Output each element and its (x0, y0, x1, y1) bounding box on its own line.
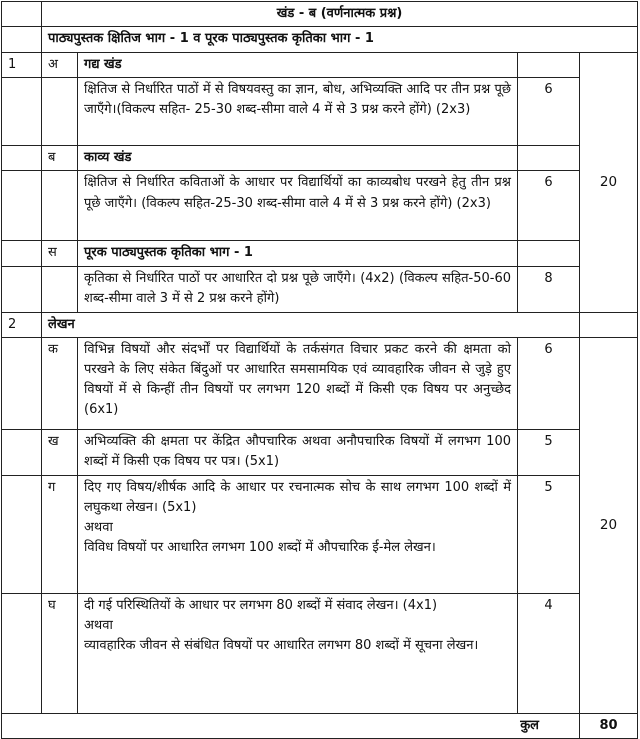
total-value: 80 (580, 713, 638, 738)
question-text: क्षितिज से निर्धारित कविताओं के आधार पर विद्यार्थियों का काव्यबोध परखने हेतु तीन प्रश्न पूछे जाएँगे। (विकल्प सहित-25-30 शब्द-सीमा वाले 4 में से 3 प्रश्न करने होंगे) (2x3) (78, 171, 518, 241)
part-heading: गद्य खंड (78, 53, 518, 78)
question-text: क्षितिज से निर्धारित पाठों में से विषयवस्तु का ज्ञान, बोध, अभिव्यक्ति आदि पर तीन प्रश्न पूछे जाएँगे।(विकल्प सहित- 25-30 शब्द-सीमा वाले 4 में से 3 प्रश्न करने होंगे) (2x3) (78, 78, 518, 146)
question-text: दी गई परिस्थितियों के आधार पर लगभग 80 शब्दों में संवाद लेखन। (4x1) (84, 597, 438, 613)
part-heading: पूरक पाठ्यपुस्तक कृतिका भाग - 1 (78, 241, 518, 266)
part-letter: ब (42, 146, 78, 171)
section-title: खंड - ब (वर्णनात्मक प्रश्न) (42, 2, 638, 27)
part-letter: क (42, 337, 78, 429)
section-subtitle: पाठ्यपुस्तक क्षितिज भाग - 1 व पूरक पाठ्यपुस्तक कृतिका भाग - 1 (42, 27, 638, 53)
question-text: अभिव्यक्ति की क्षमता पर केंद्रित औपचारिक अथवा अनौपचारिक विषयों में लगभग 100 शब्दों में किसी एक विषय पर पत्र। (5x1) (78, 429, 518, 475)
question-paper-table (1, 1, 638, 739)
total-label: कुल (2, 713, 580, 738)
marks-value: 8 (518, 266, 580, 312)
marks-value: 6 (518, 171, 580, 241)
question-text: विभिन्न विषयों और संदर्भों पर विद्यार्थियों के तर्कसंगत विचार प्रकट करने की क्षमता को परखने के लिए संकेत बिंदुओं पर आधारित समसामयिक एवं व्यावहारिक जीवन से जुड़े हुए विषयों में से किन्हीं तीन विषयों पर लगभग 120 शब्दों में किसी एक विषय पर अनुच्छेद (6x1) (78, 337, 518, 429)
marks-value: 6 (518, 78, 580, 146)
marks-value: 4 (518, 593, 580, 713)
section-heading: लेखन (42, 312, 580, 337)
question-text: दिए गए विषय/शीर्षक आदि के आधार पर रचनात्मक सोच के साथ लगभग 100 शब्दों में लघुकथा लेखन। (5x1) (84, 479, 511, 515)
alternative-text: विविध विषयों पर आधारित लगभग 100 शब्दों में औपचारिक ई-मेल लेखन। (84, 540, 436, 556)
part-heading: काव्य खंड (78, 146, 518, 171)
part-letter: ग (42, 475, 78, 593)
question-number: 2 (2, 312, 42, 337)
section-total-marks: 20 (580, 53, 638, 312)
section-total-marks: 20 (580, 337, 638, 713)
part-letter: अ (42, 53, 78, 78)
alternative-text: व्यावहारिक जीवन से संबंधित विषयों पर आधारित लगभग 80 शब्दों में सूचना लेखन। (84, 637, 479, 653)
part-letter: घ (42, 593, 78, 713)
question-number: 1 (2, 53, 42, 78)
marks-value: 5 (518, 475, 580, 593)
or-label: अथवा (84, 519, 113, 535)
page (0, 1, 640, 735)
part-letter: स (42, 241, 78, 266)
part-letter: ख (42, 429, 78, 475)
marks-value: 6 (518, 337, 580, 429)
question-text-block (78, 475, 518, 593)
marks-value: 5 (518, 429, 580, 475)
question-text: कृतिका से निर्धारित पाठों पर आधारित दो प्रश्न पूछे जाएँगे। (4x2) (विकल्प सहित-50-60 शब्द-सीमा वाले 3 में से 2 प्रश्न करने होंगे) (78, 266, 518, 312)
or-label: अथवा (84, 617, 113, 633)
question-text-block (78, 593, 518, 713)
